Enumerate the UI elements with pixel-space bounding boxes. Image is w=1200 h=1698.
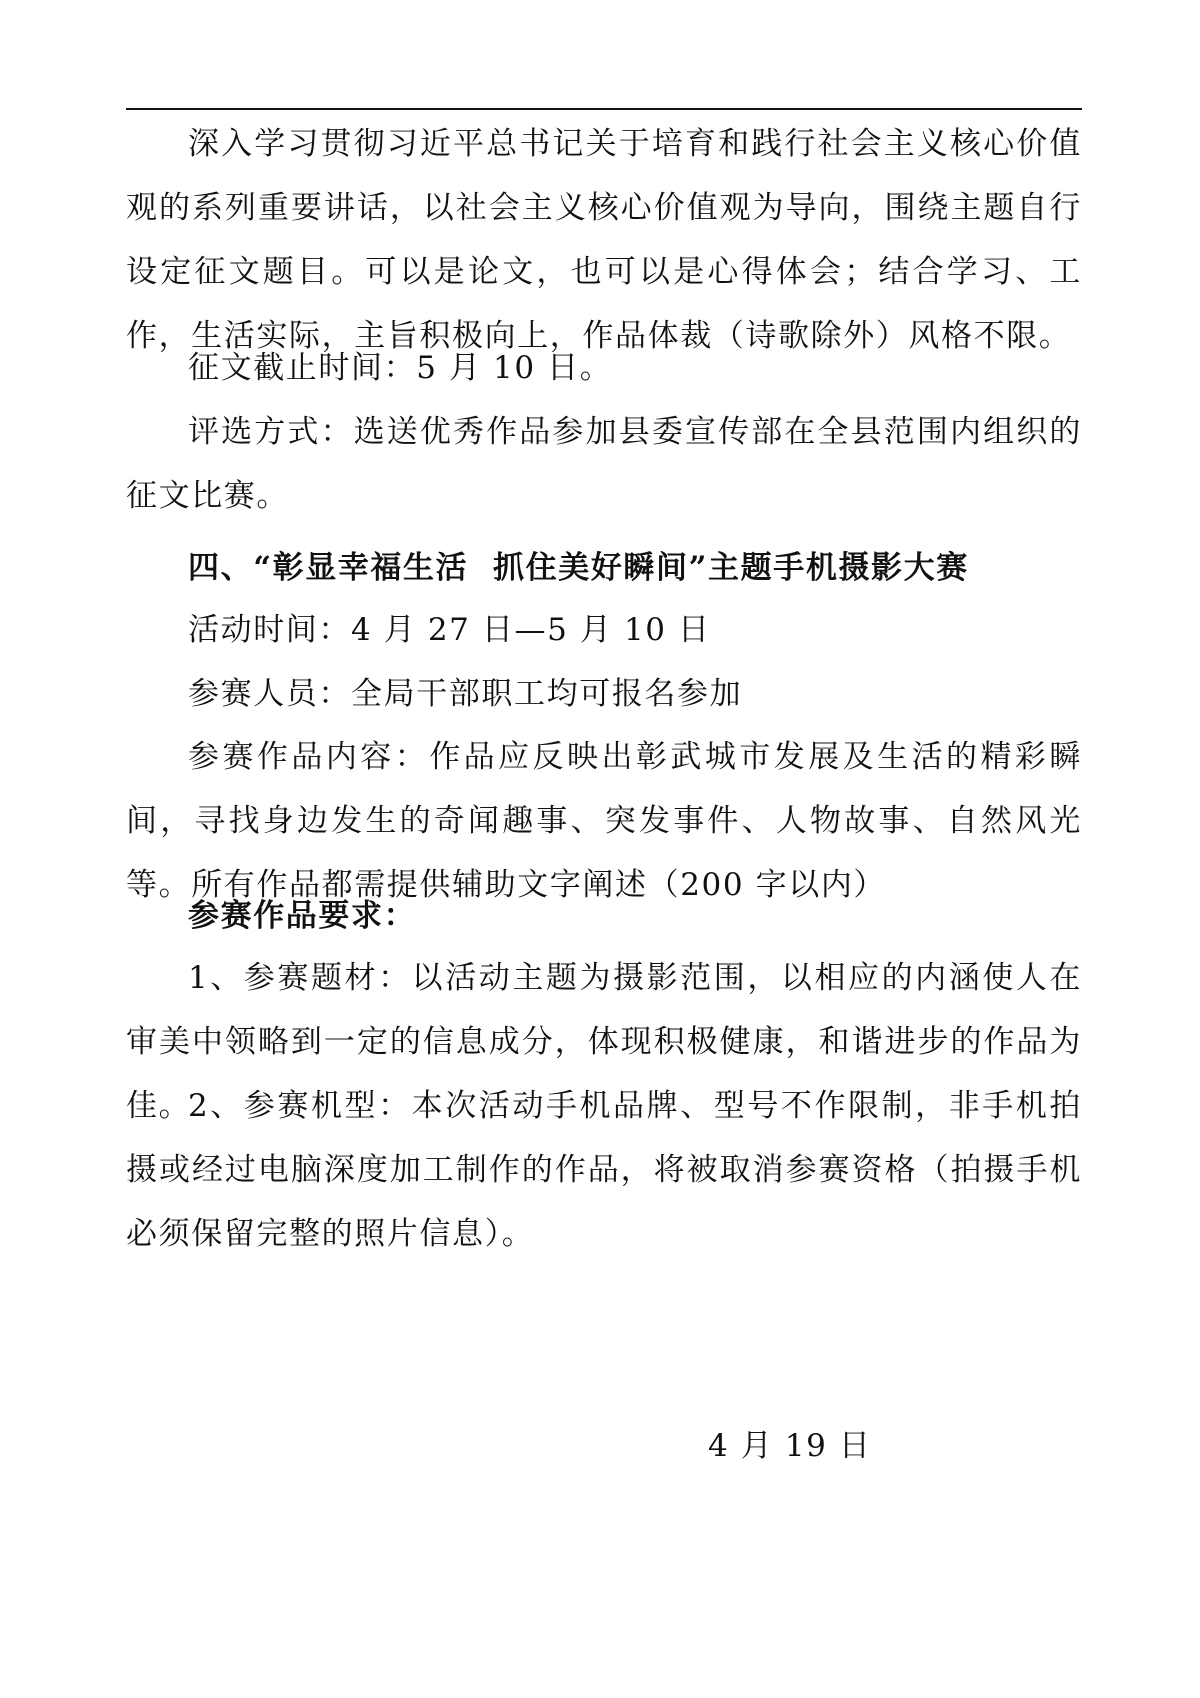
paragraph-requirement-subject: 1、参赛题材：以活动主题为摄影范围，以相应的内涵使人在审美中领略到一定的信息成分，体现积极健康，和谐进步的作品为佳。 bbox=[126, 960, 1082, 1124]
header-rule bbox=[126, 108, 1082, 110]
section-heading-photo-contest: 四、“彰显幸福生活 抓住美好瞬间”主题手机摄影大赛 bbox=[188, 550, 969, 586]
document-date: 4 月 19 日 bbox=[708, 1428, 872, 1464]
paragraph-selection-method: 评选方式：选送优秀作品参加县委宣传部在全县范围内组织的征文比赛。 bbox=[126, 414, 1082, 514]
paragraph-requirement-device: 2、参赛机型：本次活动手机品牌、型号不作限制，非手机拍摄或经过电脑深度加工制作的作品，将被取消参赛资格（拍摄手机必须保留完整的照片信息）。 bbox=[126, 1088, 1082, 1252]
paragraph-participants: 参赛人员：全局干部职工均可报名参加 bbox=[188, 676, 743, 712]
paragraph-activity-time: 活动时间：4 月 27 日—5 月 10 日 bbox=[188, 612, 711, 648]
paragraph-entry-requirements-heading: 参赛作品要求： bbox=[188, 898, 417, 934]
paragraph-essay-theme: 深入学习贯彻习近平总书记关于培育和践行社会主义核心价值观的系列重要讲话，以社会主义核心价值观为导向，围绕主题自行设定征文题目。可以是论文，也可以是心得体会；结合学习、工作，生活实际，主旨积极向上，作品体裁（诗歌除外）风格不限。 bbox=[126, 126, 1082, 354]
paragraph-entry-content: 参赛作品内容：作品应反映出彰武城市发展及生活的精彩瞬间，寻找身边发生的奇闻趣事、突发事件、人物故事、自然风光等。所有作品都需提供辅助文字阐述（200 字以内） bbox=[126, 739, 1082, 903]
paragraph-essay-deadline: 征文截止时间：5 月 10 日。 bbox=[188, 350, 613, 386]
